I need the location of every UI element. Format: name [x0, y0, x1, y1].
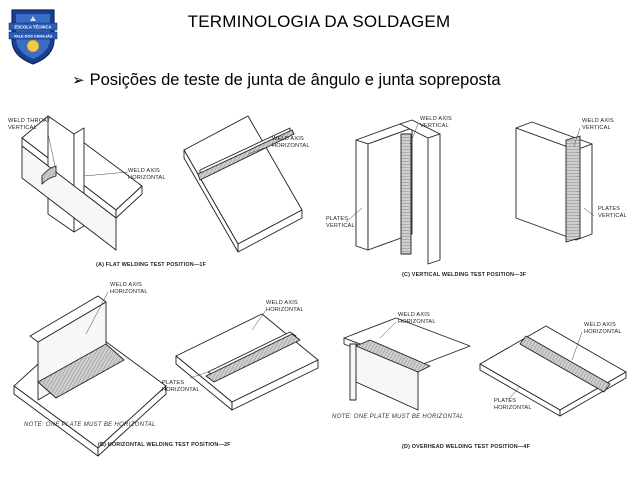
horizontal-caption: (B) HORIZONTAL WELDING TEST POSITION—2F [98, 442, 231, 448]
bullet-text: Posições de teste de junta de ângulo e junta sopreposta [89, 71, 501, 89]
horizontal-label-axis-2: HORIZONTAL [110, 289, 148, 295]
vertical-label-plates2-2: VERTICAL [598, 213, 627, 219]
overhead-4f-left-diagram [344, 318, 470, 410]
logo-line1: ESCOLA TÉCNICA [14, 24, 52, 30]
overhead-caption: (D) OVERHEAD WELDING TEST POSITION—4F [402, 444, 531, 450]
horizontal-label-plates-2: HORIZONTAL [162, 387, 200, 393]
flat-label-axis2-2: HORIZONTAL [272, 143, 310, 149]
arrow-bullet-icon: ➢ [72, 72, 85, 89]
vertical-label-plates2-1: PLATES [598, 206, 621, 212]
logo-line2: VALE DOS CARAJÁS [13, 34, 53, 39]
overhead-label-axis-1: WELD AXIS [398, 312, 430, 318]
overhead-label-axis2-1: WELD AXIS [584, 322, 616, 328]
overhead-label-plates-1: PLATES [494, 398, 517, 404]
overhead-label-axis2-2: HORIZONTAL [584, 329, 622, 335]
flat-label-axis2-1: WELD AXIS [272, 136, 304, 142]
horizontal-2f-left-diagram [14, 296, 166, 456]
vertical-label-plates-2: VERTICAL [326, 223, 355, 229]
horizontal-2f-right-diagram [176, 314, 318, 410]
vertical-3f-left-diagram [356, 120, 440, 264]
horizontal-label-plates-1: PLATES [162, 380, 185, 386]
flat-label-axis-1: WELD AXIS [128, 168, 160, 174]
overhead-note: NOTE: ONE PLATE MUST BE HORIZONTAL [332, 414, 464, 420]
vertical-label-plates-1: PLATES [326, 216, 349, 222]
flat-label-axis-2: HORIZONTAL [128, 175, 166, 181]
vertical-label-axis-2: VERTICAL [420, 123, 449, 129]
vertical-3f-right-diagram [516, 122, 592, 242]
overhead-label-axis-2: HORIZONTAL [398, 319, 436, 325]
bullet-item [72, 71, 501, 90]
horizontal-label-axis2-1: WELD AXIS [266, 300, 298, 306]
welding-positions-figure [0, 110, 638, 465]
vertical-label-axis2-2: VERTICAL [582, 125, 611, 131]
horizontal-note: NOTE: ONE PLATE MUST BE HORIZONTAL [24, 422, 156, 428]
flat-label-throat-2: VERTICAL [8, 125, 37, 131]
vertical-label-axis2-1: WELD AXIS [582, 118, 614, 124]
horizontal-label-axis2-2: HORIZONTAL [266, 307, 304, 313]
flat-caption: (A) FLAT WELDING TEST POSITION—1F [96, 262, 207, 268]
flat-label-throat-1: WELD THROAT [8, 118, 51, 124]
vertical-label-axis-1: WELD AXIS [420, 116, 452, 122]
horizontal-label-axis-1: WELD AXIS [110, 282, 142, 288]
overhead-label-plates-2: HORIZONTAL [494, 405, 532, 411]
page-title: TERMINOLOGIA DA SOLDAGEM [187, 12, 451, 31]
flat-1f-left-diagram [22, 116, 142, 250]
vertical-caption: (C) VERTICAL WELDING TEST POSITION—3F [402, 272, 527, 278]
